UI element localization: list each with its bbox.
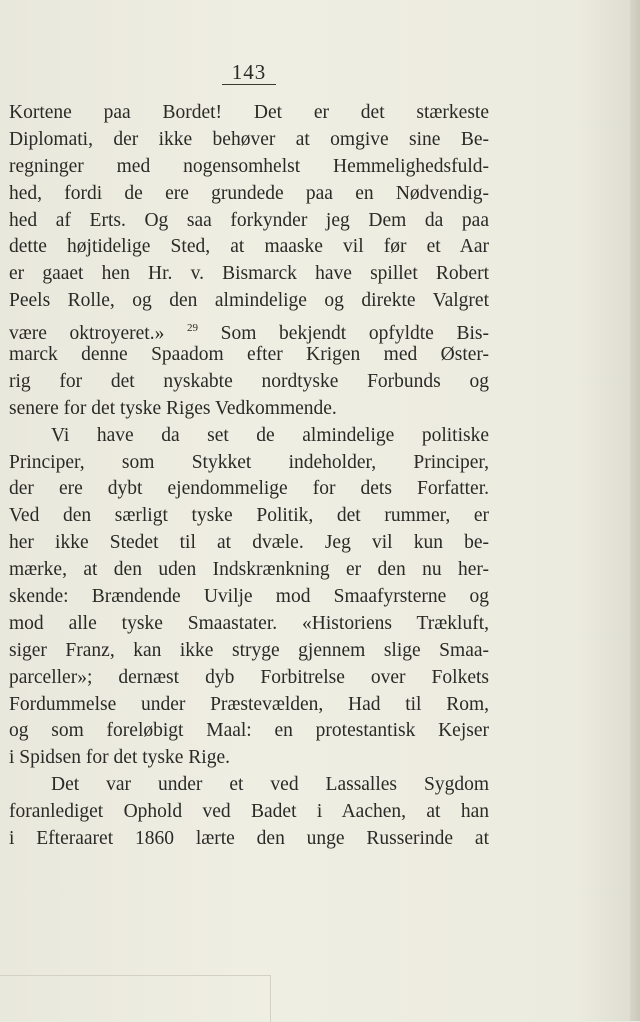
text-line: Diplomati, der ikke behøver at omgive sine Be- <box>9 128 489 150</box>
page-number: 143 <box>231 60 267 84</box>
text-line: senere for det tyske Riges Vedkommende. <box>9 397 337 419</box>
text-line: mærke, at den uden Indskrænkning er den nu her- <box>9 559 489 581</box>
footnote-reference: 29 <box>186 322 198 335</box>
body-text <box>9 100 489 853</box>
text-line: Fordummelse under Præstevælden, Had til Rom, <box>9 693 489 715</box>
text-line: i Efteraaret 1860 lærte den unge Russerinde at <box>9 828 489 850</box>
text-line: rig for det nyskabte nordtyske Forbunds og <box>9 370 489 392</box>
text-line: foranlediget Ophold ved Badet i Aachen, at han <box>9 801 489 823</box>
text-line: regninger med nogensomhelst Hemmelighedsfuld- <box>9 155 489 177</box>
text-line: Kortene paa Bordet! Det er det stærkeste <box>9 102 489 123</box>
text-line: og som foreløbigt Maal: en protestantisk Kejser <box>9 720 489 742</box>
text-line-with-note <box>9 315 489 345</box>
paragraph-first-line: Vi have da set de almindelige politiske <box>51 424 489 446</box>
text-line: hed af Erts. Og saa forkynder jeg Dem da paa <box>9 209 489 231</box>
text-line: marck denne Spaadom efter Krigen med Øster- <box>9 344 489 366</box>
text-segment: Som bekjendt opfyldte Bis- <box>197 323 489 345</box>
text-line: parceller»; dernæst dyb Forbitrelse over Folkets <box>9 666 489 688</box>
text-line: Ved den særligt tyske Politik, det rummer, er <box>9 505 489 527</box>
text-segment: være oktroyeret.» <box>9 323 187 345</box>
text-line: Peels Rolle, og den almindelige og direkte Valgret <box>9 290 489 312</box>
text-line: der ere dybt ejendommelige for dets Forfatter. <box>9 478 489 500</box>
text-line: siger Franz, kan ikke stryge gjennem slige Smaa- <box>9 639 489 661</box>
text-line: er gaaet hen Hr. v. Bismarck have spillet Robert <box>9 263 489 285</box>
page-number-rule <box>222 84 276 85</box>
text-line: hed, fordi de ere grundede paa en Nødvendig- <box>9 182 489 204</box>
text-line: Principer, som Stykket indeholder, Principer, <box>9 451 489 473</box>
text-line: her ikke Stedet til at dvæle. Jeg vil kun be- <box>9 532 489 554</box>
text-line: dette højtidelige Sted, at maaske vil før et Aar <box>9 236 489 258</box>
page-edge <box>630 0 640 1021</box>
text-line: skende: Brændende Uvilje mod Smaafyrsterne og <box>9 586 489 608</box>
paragraph-first-line: Det var under et ved Lassalles Sygdom <box>51 774 489 796</box>
text-line: i Spidsen for det tyske Rige. <box>9 747 230 769</box>
scan-artifact <box>0 975 271 1022</box>
text-line: mod alle tyske Smaastater. «Historiens Trækluft, <box>9 612 489 634</box>
